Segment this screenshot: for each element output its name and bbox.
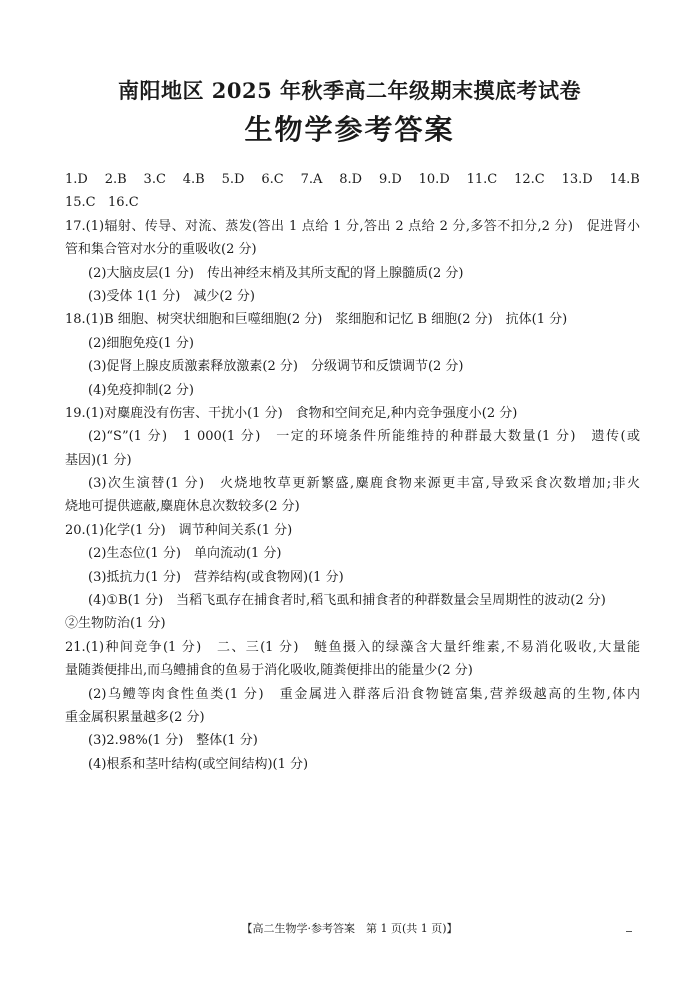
answer-key-title: 生物学参考答案 [244,113,455,146]
q20-line: (4)①B(1 分) 当稻飞虱存在捕食者时,稻飞虱和捕食者的种群数量会呈周期性的波动(2 分) [88,593,606,609]
corner-mark [626,931,632,932]
q19-line: (3)次生演替(1 分) 火烧地牧草更新繁盛,麋鹿食物来源更丰富,导致采食次数增加;非火 [88,476,640,492]
choice-answer: 15.C [65,195,96,211]
q21-line: (2)乌鳢等肉食性鱼类(1 分) 重金属进入群落后沿食物链富集,营养级越高的生物,体内 [88,686,640,702]
choice-answers-row-1 [65,168,640,191]
choice-answer: 11.C [466,172,498,187]
choice-answer: 13.D [561,172,593,187]
choice-answer: 12.C [514,172,545,187]
q17-line: 17.(1)辐射、传导、对流、蒸发(答出 1 点给 1 分,答出 2 点给 2 分,多答不扣分,2 分) 促进肾小 [65,218,640,234]
q19-line: (2)“S”(1 分) 1 000(1 分) 一定的环境条件所能维持的种群最大数量(1 分) 遗传(或 [88,429,640,445]
choice-answer: 14.B [609,172,640,187]
q18-line: (3)促肾上腺皮质激素释放激素(2 分) 分级调节和反馈调节(2 分) [88,359,464,375]
q21-line: 重金属积累量越多(2 分) [65,709,205,725]
q20-line: (3)抵抗力(1 分) 营养结构(或食物网)(1 分) [88,569,344,585]
choice-answer: 6.C [261,172,284,187]
q17-line: (2)大脑皮层(1 分) 传出神经末梢及其所支配的肾上腺髓质(2 分) [88,265,464,281]
q19-line: 烧地可提供遮蔽,麋鹿休息次数较多(2 分) [65,499,300,515]
q17-line: (3)受体 1(1 分) 减少(2 分) [88,288,255,304]
choice-answer: 8.D [339,172,363,187]
page-footer: 【高二生物学·参考答案 第 1 页(共 1 页)】 [241,922,458,935]
answer-content [65,168,640,776]
q18-line: (4)免疫抑制(2 分) [88,382,194,398]
choice-answer: 5.D [221,172,245,187]
q20-line: 20.(1)化学(1 分) 调节种间关系(1 分) [65,522,293,538]
choice-answer: 16.C [108,195,139,211]
q21-line: (4)根系和茎叶结构(或空间结构)(1 分) [88,756,309,772]
q21-line: (3)2.98%(1 分) 整体(1 分) [88,733,258,749]
choice-answer: 7.A [300,172,323,187]
q19-line: 19.(1)对麋鹿没有伤害、干扰小(1 分) 食物和空间充足,种内竞争强度小(2 分) [65,405,518,421]
choice-answer: 10.D [418,172,450,187]
q21-line: 21.(1)种间竞争(1 分) 二、三(1 分) 鲢鱼摄入的绿藻含大量纤维素,不易消化吸收,大量能 [65,639,640,655]
exam-title: 南阳地区 2025 年秋季高二年级期末摸底考试卷 [117,78,582,103]
q20-line: ②生物防治(1 分) [65,616,166,632]
q20-line: (2)生态位(1 分) 单向流动(1 分) [88,546,282,562]
q21-line: 量随粪便排出,而乌鳢捕食的鱼易于消化吸收,随粪便排出的能量少(2 分) [65,663,473,679]
q19-line: 基因)(1 分) [65,452,132,468]
choice-answer: 3.C [143,172,166,187]
choice-answers-row-2 [65,191,640,214]
q18-line: (2)细胞免疫(1 分) [88,335,194,351]
choice-answer: 2.B [104,172,127,187]
q18-line: 18.(1)B 细胞、树突状细胞和巨噬细胞(2 分) 浆细胞和记忆 B 细胞(2 分) 抗体(1 分) [65,312,568,328]
choice-answer: 4.B [182,172,205,187]
q17-line: 管和集合管对水分的重吸收(2 分) [65,242,257,258]
choice-answer: 9.D [378,172,402,187]
choice-answer: 1.D [65,172,88,187]
